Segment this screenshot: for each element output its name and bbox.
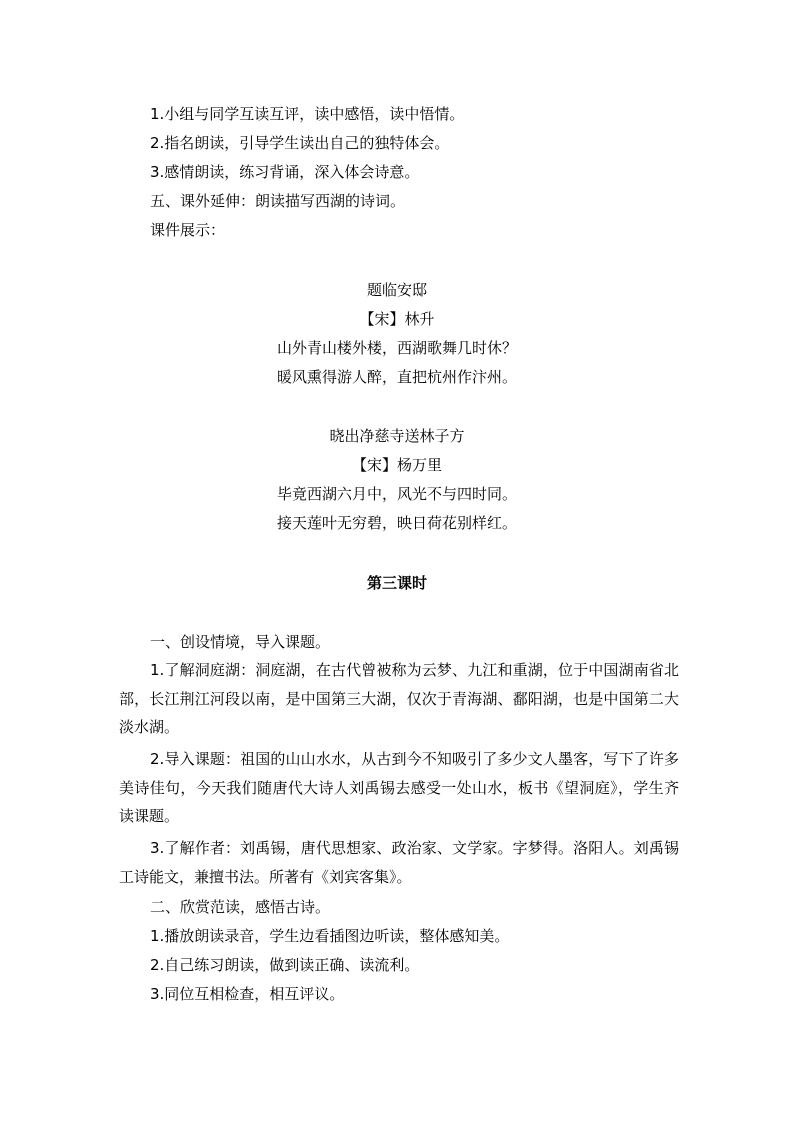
courseware-label: 课件展示：: [150, 221, 226, 239]
lesson-3-section-2: 二、欣赏范读，感悟古诗。: [150, 898, 331, 916]
poem-2-title: 晓出净慈寺送林子方: [329, 427, 465, 445]
lesson-3-item-3: 3.同位互相检查，相互评议。: [150, 985, 345, 1003]
lesson-3-section-1: 一、创设情境，导入课题。: [150, 633, 331, 651]
section-5-heading: 五、课外延伸：朗读描写西湖的诗词。: [150, 192, 406, 210]
poem-2-line-2: 接天莲叶无穷碧，映日荷花别样红。: [276, 514, 517, 532]
part1-item-3: 3.感情朗读，练习背诵，深入体会诗意。: [150, 163, 420, 181]
poem-1-line-1: 山外青山楼外楼，西湖歌舞几时休？: [276, 339, 517, 357]
lesson-3-para-2: 2.导入课题：祖国的山山水水，从古到今不知吸引了多少文人墨客，写下了许多美诗佳句，今天我们随唐代大诗人刘禹锡去感受一处山水，板书《望洞庭》，学生齐读课题。: [119, 750, 679, 825]
poem-2-line-1: 毕竟西湖六月中，风光不与四时同。: [276, 485, 517, 503]
poem-1-line-2: 暖风熏得游人醉，直把杭州作汴州。: [276, 368, 517, 386]
lesson-3-item-2: 2.自己练习朗读，做到读正确、读流利。: [150, 956, 420, 974]
lesson-3-para-3: 3.了解作者：刘禹锡，唐代思想家、政治家、文学家。字梦得。洛阳人。刘禹锡工诗能文，兼擅书法。所著有《刘宾客集》。: [119, 839, 679, 886]
part1-item-1: 1.小组与同学互读互评，读中感悟，读中悟情。: [150, 105, 465, 123]
poem-1-title: 题临安邸: [366, 281, 427, 299]
part1-item-2: 2.指名朗读，引导学生读出自己的独特体会。: [150, 134, 450, 152]
poem-2-author: 【宋】杨万里: [351, 456, 442, 474]
lesson-3-para-1: 1.了解洞庭湖：洞庭湖，在古代曾被称为云梦、九江和重湖，位于中国湖南省北部，长江荆江河段以南，是中国第三大湖，仅次于青海湖、鄱阳湖，也是中国第二大淡水湖。: [119, 661, 679, 736]
lesson-3-item-1: 1.播放朗读录音，学生边看插图边听读，整体感知美。: [150, 927, 510, 945]
lesson-3-heading: 第三课时: [366, 574, 427, 592]
poem-1-author: 【宋】林升: [359, 310, 435, 328]
